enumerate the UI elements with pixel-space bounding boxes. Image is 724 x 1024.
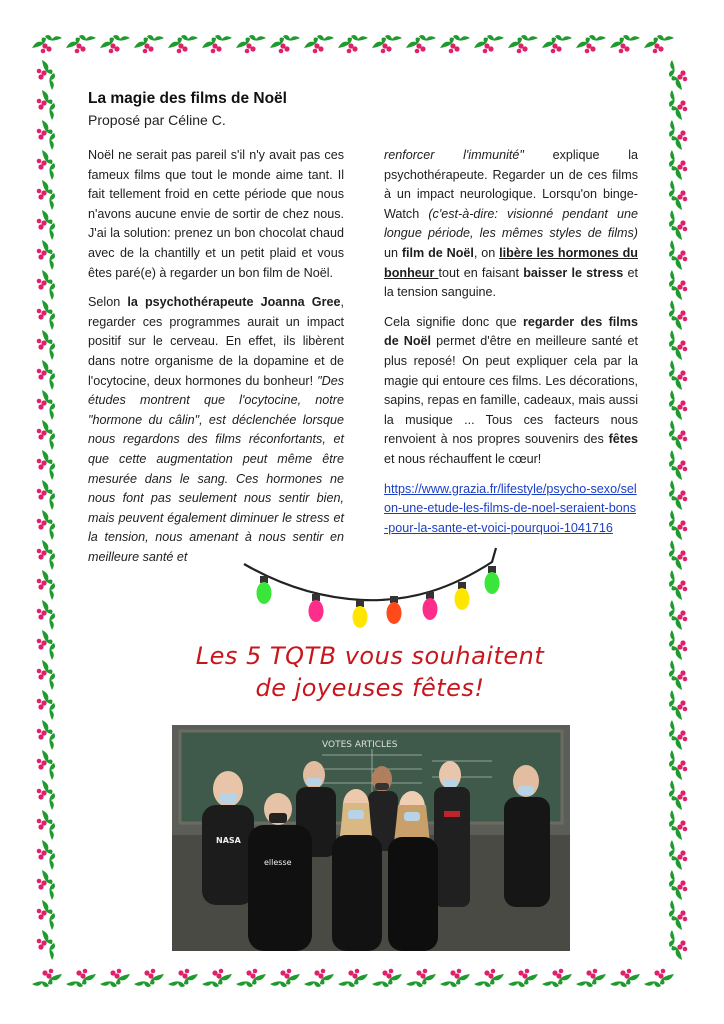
shirt-logo-nasa: NASA: [216, 836, 241, 845]
holly-icon: [660, 392, 694, 418]
article-column-right: [384, 146, 638, 548]
article-column-left: [88, 146, 344, 577]
holly-icon: [472, 966, 506, 992]
paragraph-intro: Noël ne serait pas pareil s'il n'y avait pas ces fameux films que tout le monde aime tant. Il fait tellement froid en cette période que nous n'avons aucune envie de sortir de chez nous. J'ai la solution: prenez un bon chocolat chaud avec de la chantilly et un petit plaid et vous êtes paré(e) à regarder un bon film de Noël.: [88, 148, 344, 280]
holly-icon: [30, 242, 64, 268]
holly-icon: [132, 966, 166, 992]
holly-icon: [30, 482, 64, 508]
greeting-message: [150, 640, 590, 704]
holly-icon: [30, 966, 64, 992]
holly-icon: [404, 30, 438, 56]
holly-icon: [234, 966, 268, 992]
holly-icon: [30, 932, 64, 958]
holly-icon: [30, 182, 64, 208]
group-photo: [172, 725, 570, 951]
holly-icon: [660, 902, 694, 928]
holly-icon: [30, 392, 64, 418]
holly-icon: [660, 872, 694, 898]
holly-icon: [506, 30, 540, 56]
holly-icon: [660, 272, 694, 298]
christmas-lights-icon: [242, 540, 528, 630]
paragraph-conclusion: Cela signifie donc que regarder des films de Noël permet d'être en meilleure santé et plus reposé! On peut expliquer cela par la magie qui entoure ces films. Les décorations, sapins, repas en famille, cadeaux, mais aussi la musique ... Tous ces facteurs nous renvoient à nos propres souvenirs des fêtes et nous réchauffent le cœur!: [384, 314, 639, 466]
holly-icon: [336, 966, 370, 992]
holly-icon: [336, 30, 370, 56]
holly-icon: [660, 452, 694, 478]
holly-icon: [268, 966, 302, 992]
holly-icon: [660, 242, 694, 268]
article-title: La magie des films de Noël: [88, 90, 287, 107]
holly-icon: [660, 152, 694, 178]
holly-icon: [660, 662, 694, 688]
holly-icon: [608, 966, 642, 992]
holly-icon: [660, 752, 694, 778]
holly-icon: [30, 452, 64, 478]
holly-icon: [370, 966, 404, 992]
holly-icon: [660, 632, 694, 658]
holly-icon: [98, 966, 132, 992]
light-bulb-icon: [257, 576, 272, 604]
holly-icon: [30, 752, 64, 778]
holly-icon: [574, 30, 608, 56]
holly-icon: [30, 842, 64, 868]
holly-icon: [302, 966, 336, 992]
holly-icon: [30, 362, 64, 388]
holly-icon: [506, 966, 540, 992]
holly-icon: [540, 966, 574, 992]
holly-icon: [200, 30, 234, 56]
holly-icon: [30, 92, 64, 118]
holly-icon: [268, 30, 302, 56]
source-link[interactable]: https://www.grazia.fr/lifestyle/psycho-sexo/selon-une-etude-les-films-de-noel-seraient-bons-pour-la-sante-et-voici-pourquoi-1041716: [384, 481, 637, 535]
holly-icon: [660, 932, 694, 958]
article-author: Proposé par Céline C.: [88, 112, 226, 128]
holly-icon: [660, 722, 694, 748]
holly-icon: [30, 302, 64, 328]
holly-icon: [166, 30, 200, 56]
holly-icon: [660, 302, 694, 328]
holly-icon: [30, 692, 64, 718]
holly-icon: [30, 602, 64, 628]
holly-icon: [660, 692, 694, 718]
holly-icon: [30, 662, 64, 688]
holly-icon: [30, 812, 64, 838]
holly-icon: [404, 966, 438, 992]
holly-icon: [660, 542, 694, 568]
light-bulb-icon: [353, 600, 368, 628]
holly-icon: [30, 212, 64, 238]
holly-icon: [132, 30, 166, 56]
greeting-line-2: de joyeuses fêtes!: [255, 674, 485, 702]
holly-icon: [200, 966, 234, 992]
holly-icon: [642, 30, 676, 56]
holly-icon: [30, 872, 64, 898]
holly-icon: [438, 30, 472, 56]
holly-icon: [30, 542, 64, 568]
holly-icon: [30, 122, 64, 148]
holly-icon: [166, 966, 200, 992]
holly-icon: [30, 782, 64, 808]
holly-icon: [30, 30, 64, 56]
holly-icon: [234, 30, 268, 56]
holly-icon: [608, 30, 642, 56]
light-bulb-icon: [485, 566, 500, 594]
holly-icon: [30, 632, 64, 658]
holly-icon: [30, 62, 64, 88]
holly-icon: [660, 812, 694, 838]
holly-icon: [540, 30, 574, 56]
holly-icon: [660, 782, 694, 808]
holly-icon: [30, 572, 64, 598]
holly-icon: [660, 482, 694, 508]
holly-icon: [370, 30, 404, 56]
shirt-logo-ellesse: ellesse: [264, 858, 292, 867]
holly-icon: [660, 362, 694, 388]
holly-icon: [30, 722, 64, 748]
paragraph-psychotherapist: Selon la psychothérapeute Joanna Gree, regarder ces programmes aurait un impact positif sur le cerveau. En effet, ils libèrent dans notre organisme de la dopamine et de l'ocytocine, deux hormones du bonheur! "Des études montrent que l'ocytocine, notre "hormone du câlin", est déclenchée lorsque nous regardons des films réconfortants, et que cette augmentation peut même être mesurée dans le sang. Ces hormones ne nous font pas seulement nous sentir bien, mais peuvent également diminuer le stress et la tension, nous amenant à nous sentir en meilleure santé et: [88, 295, 344, 564]
holly-icon: [30, 512, 64, 538]
holly-icon: [64, 30, 98, 56]
holly-icon: [660, 92, 694, 118]
holly-icon: [574, 966, 608, 992]
holly-icon: [660, 602, 694, 628]
holly-icon: [30, 332, 64, 358]
paragraph-binge-watch: renforcer l'immunité" explique la psychothérapeute. Regarder un de ces films à un impact neurologique. Lorsqu'on binge-Watch (c'est-à-dire: visionné pendant une longue période, les mêmes styles de films) un film de Noël, on libère les hormones du bonheur tout en faisant baisser le stress et la tension sanguine.: [384, 148, 639, 300]
light-bulb-icon: [423, 592, 438, 620]
holly-icon: [30, 152, 64, 178]
chalkboard-text: VOTES ARTICLES: [322, 740, 398, 750]
light-bulb-icon: [455, 582, 470, 610]
holly-icon: [660, 422, 694, 448]
holly-icon: [660, 512, 694, 538]
holly-icon: [660, 62, 694, 88]
holly-icon: [64, 966, 98, 992]
holly-icon: [660, 572, 694, 598]
holly-icon: [660, 212, 694, 238]
holly-icon: [660, 332, 694, 358]
holly-icon: [438, 966, 472, 992]
holly-icon: [660, 122, 694, 148]
greeting-line-1: Les 5 TQTB vous souhaitent: [195, 642, 545, 670]
group-photo-illustration: [172, 725, 570, 951]
holly-icon: [660, 842, 694, 868]
light-bulb-icon: [309, 594, 324, 622]
holly-icon: [642, 966, 676, 992]
holly-icon: [30, 272, 64, 298]
holly-icon: [660, 182, 694, 208]
holly-icon: [30, 422, 64, 448]
holly-icon: [302, 30, 336, 56]
holly-icon: [30, 902, 64, 928]
holly-icon: [98, 30, 132, 56]
holly-icon: [472, 30, 506, 56]
